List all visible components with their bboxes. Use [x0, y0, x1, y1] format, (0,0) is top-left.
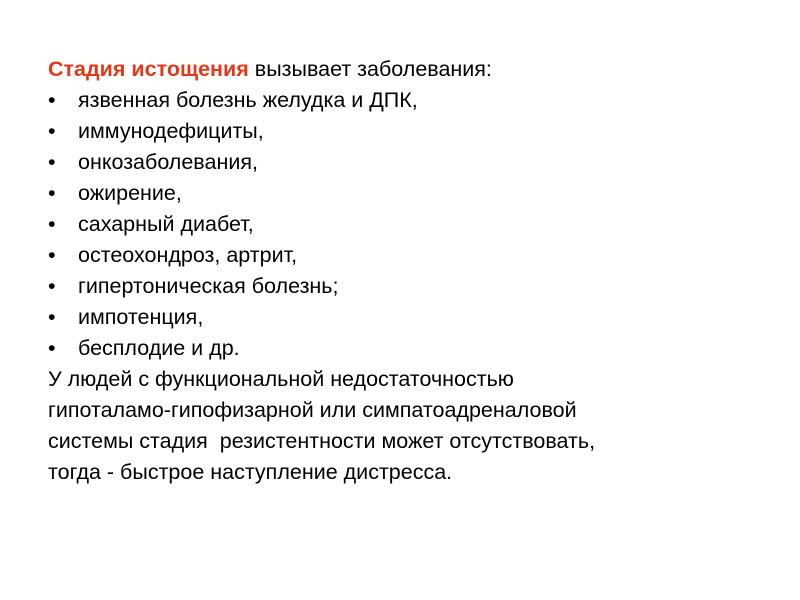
bullet-icon: • [48, 181, 56, 205]
slide-content [48, 54, 768, 488]
paragraph-line: системы стадия резистентности может отсутствовать, [48, 429, 596, 453]
list-item-text: гипертоническая болезнь; [78, 274, 339, 298]
list-item-text: бесплодие и др. [78, 336, 240, 360]
disease-list [48, 85, 768, 364]
list-item [48, 147, 768, 178]
bullet-icon: • [48, 243, 56, 267]
bullet-icon: • [48, 336, 56, 360]
conclusion-paragraph [48, 364, 768, 488]
list-item [48, 209, 768, 240]
heading-highlight: Стадия истощения [48, 57, 249, 81]
bullet-icon: • [48, 88, 56, 112]
list-item [48, 302, 768, 333]
heading [48, 54, 768, 85]
list-item [48, 240, 768, 271]
list-item-text: остеохондроз, артрит, [78, 243, 298, 267]
bullet-icon: • [48, 212, 56, 236]
list-item-text: онкозаболевания, [78, 150, 258, 174]
list-item-text: иммунодефициты, [78, 119, 264, 143]
list-item-text: язвенная болезнь желудка и ДПК, [78, 88, 418, 112]
list-item [48, 333, 768, 364]
list-item [48, 178, 768, 209]
paragraph-line: гипоталамо-гипофизарной или симпатоадреналовой [48, 398, 577, 422]
list-item [48, 271, 768, 302]
heading-rest: вызывает заболевания: [248, 57, 492, 81]
list-item-text: сахарный диабет, [78, 212, 254, 236]
bullet-icon: • [48, 305, 56, 329]
list-item [48, 85, 768, 116]
list-item-text: импотенция, [78, 305, 204, 329]
paragraph-line: тогда - быстрое наступление дистресса. [48, 460, 453, 484]
paragraph-line: У людей с функциональной недостаточностью [48, 367, 514, 391]
bullet-icon: • [48, 119, 56, 143]
list-item [48, 116, 768, 147]
list-item-text: ожирение, [78, 181, 182, 205]
bullet-icon: • [48, 150, 56, 174]
bullet-icon: • [48, 274, 56, 298]
